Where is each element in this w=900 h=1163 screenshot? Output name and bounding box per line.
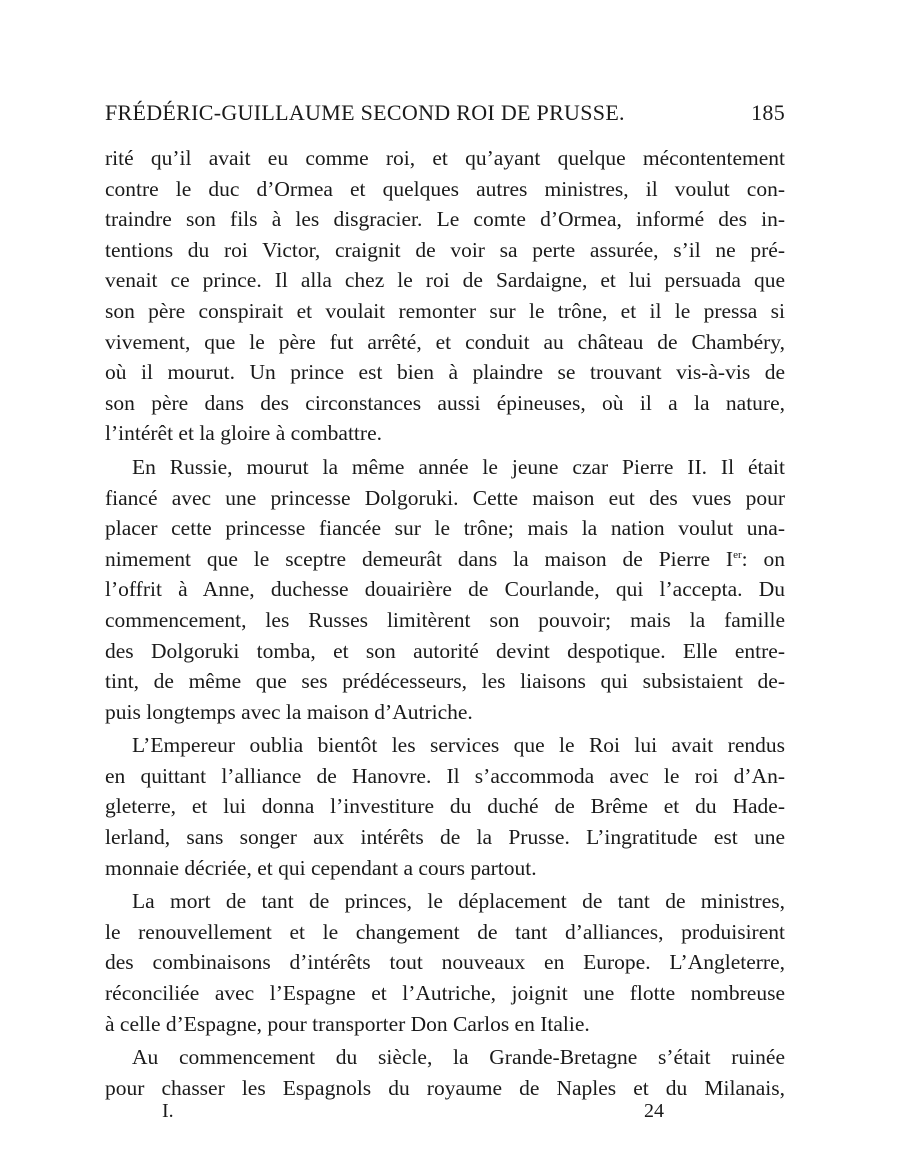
running-header: [105, 100, 785, 134]
text-line: La mort de tant de princes, le déplacement de tant de ministres,: [132, 889, 785, 914]
text-line: où il mourut. Un prince est bien à plaindre se trouvant vis-à-vis de: [105, 360, 785, 385]
paragraph-2: [105, 452, 785, 727]
text-line: des Dolgoruki tomba, et son autorité devint despotique. Elle entre-: [105, 638, 785, 663]
page-footer: [0, 1100, 900, 1130]
superscript-er: er: [733, 548, 742, 561]
paragraph-5: [105, 1042, 785, 1103]
text-line: En Russie, mourut la même année le jeune czar Pierre II. Il était: [132, 454, 785, 479]
page-number: 185: [751, 100, 785, 125]
text-line: traindre son fils à les disgracier. Le comte d’Ormea, informé des in-: [105, 207, 785, 232]
line-tail: : on: [741, 546, 785, 571]
text-line: lerland, sans songer aux intérêts de la Prusse. L’ingratitude est une: [105, 825, 785, 850]
text-line: monnaie décriée, et qui cependant a cours partout.: [105, 855, 537, 880]
text-line: réconciliée avec l’Espagne et l’Autriche, joignit une flotte nombreuse: [105, 981, 785, 1006]
text-line: vivement, que le père fut arrêté, et conduit au château de Chambéry,: [105, 329, 785, 354]
running-title: FRÉDÉRIC-GUILLAUME SECOND ROI DE PRUSSE.: [105, 100, 625, 125]
text-line: placer cette princesse fiancée sur le trône; mais la nation voulut una-: [105, 516, 785, 541]
signature-volume: I.: [162, 1100, 174, 1122]
text-line: l’intérêt et la gloire à combattre.: [105, 421, 382, 446]
text-line: des combinaisons d’intérêts tout nouveaux en Europe. L’Angleterre,: [105, 950, 785, 975]
text-line: Au commencement du siècle, la Grande-Bretagne s’était ruinée: [132, 1045, 785, 1070]
paragraph-3: [105, 730, 785, 883]
text-line: contre le duc d’Ormea et quelques autres ministres, il voulut con-: [105, 176, 785, 201]
text-line: tentions du roi Victor, craignit de voir sa perte assurée, s’il ne pré-: [105, 237, 785, 262]
text-line: le renouvellement et le changement de tant d’alliances, produisirent: [105, 919, 785, 944]
text-line: rité qu’il avait eu comme roi, et qu’ayant quelque mécontentement: [105, 146, 785, 170]
text-line: fiancé avec une princesse Dolgoruki. Cette maison eut des vues pour: [105, 485, 785, 510]
text-line: commencement, les Russes limitèrent son pouvoir; mais la famille: [105, 607, 785, 632]
text-line: gleterre, et lui donna l’investiture du duché de Brême et du Hade-: [105, 794, 785, 819]
paragraph-1: [105, 143, 785, 449]
text-line: à celle d’Espagne, pour transporter Don Carlos en Italie.: [105, 1011, 590, 1036]
text-line: tint, de même que ses prédécesseurs, les liaisons qui subsistaient de-: [105, 669, 785, 694]
text-line: son père dans des circonstances aussi épineuses, où il a la nature,: [105, 390, 785, 415]
line-text: nimement que le sceptre demeurât dans la maison de Pierre I: [105, 546, 734, 571]
paragraph-4: [105, 886, 785, 1039]
text-line: L’Empereur oublia bientôt les services que le Roi lui avait rendus: [132, 733, 785, 758]
text-line-with-superscript: [105, 544, 785, 575]
text-line: l’offrit à Anne, duchesse douairière de Courlande, qui l’accepta. Du: [105, 577, 785, 602]
text-line: pour chasser les Espagnols du royaume de Naples et du Milanais,: [105, 1075, 785, 1100]
signature-number: 24: [644, 1100, 664, 1122]
text-line: venait ce prince. Il alla chez le roi de Sardaigne, et lui persuada que: [105, 268, 785, 293]
text-line: puis longtemps avec la maison d’Autriche.: [105, 699, 473, 724]
body-text: [105, 143, 785, 1103]
text-line: son père conspirait et voulait remonter sur le trône, et il le pressa si: [105, 298, 785, 323]
text-line: en quittant l’alliance de Hanovre. Il s’accommoda avec le roi d’An-: [105, 763, 785, 788]
